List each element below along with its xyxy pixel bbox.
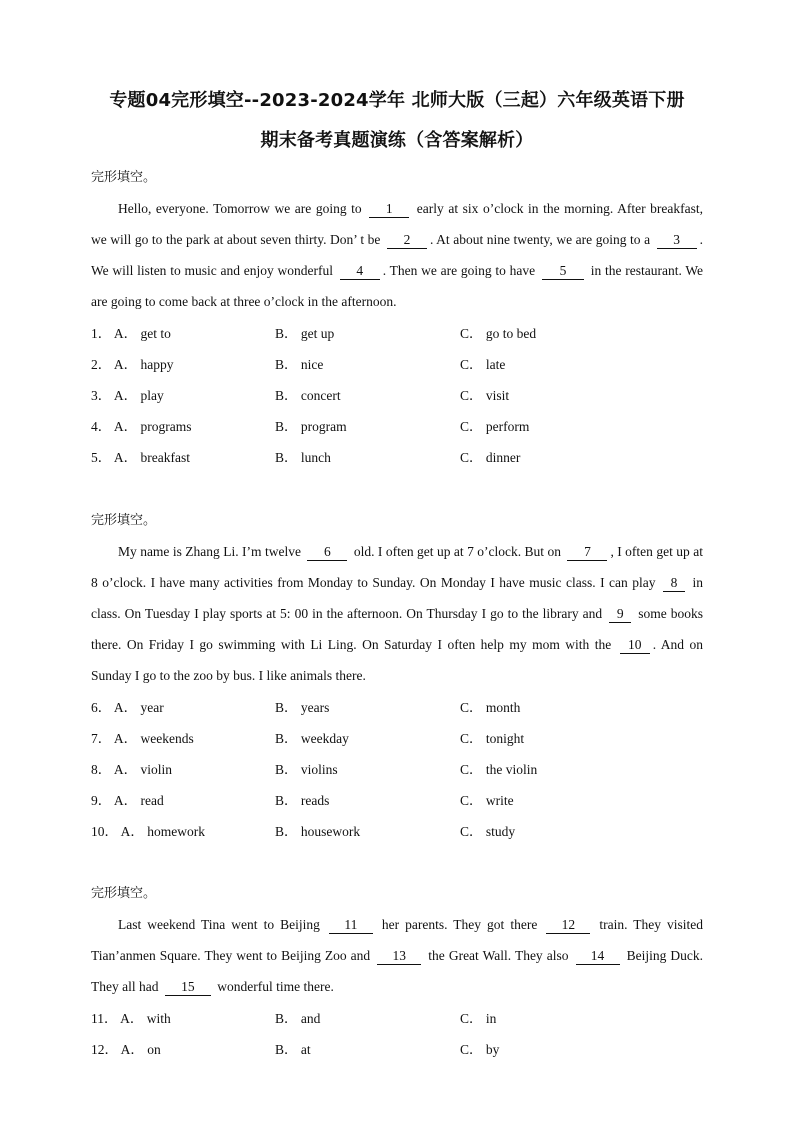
option-b: B． concert <box>275 388 341 403</box>
answer-blank-9: 9 <box>609 606 631 623</box>
answer-blank-2: 2 <box>387 232 427 249</box>
cloze-passage: Hello, everyone. Tomorrow we are going to 1 early at six o’clock in the morning. After breakfast, we will go to the park at about seven thirty. Don’ t be 2 . At about nine twenty, we are going to a 3 . We will listen to music and enjoy wonderful 4 . Then we are going to have 5 in the restaurant. We are going to come back at three o’clock in the afternoon. <box>91 201 703 309</box>
document-title-line-1: 专题04完形填空--2023-2024学年 北师大版（三起）六年级英语下册 <box>109 90 685 111</box>
option-a: 11． A． with <box>91 1011 171 1026</box>
question-options-row <box>91 411 703 442</box>
option-b: B． nice <box>275 357 324 372</box>
answer-blank-1: 1 <box>369 201 409 218</box>
option-a: 3． A． play <box>91 388 164 403</box>
answer-blank-10: 10 <box>620 637 650 654</box>
cloze-passage: Last weekend Tina went to Beijing 11 her parents. They got there 12 train. They visited Tian’anmen Square. They went to Beijing Zoo and 13 the Great Wall. They also 14 Beijing Duck. They all had 15 wonderful time there. <box>91 917 704 994</box>
option-b: B． reads <box>275 793 330 808</box>
option-c: C． by <box>460 1042 500 1057</box>
option-b: B． violins <box>275 762 338 777</box>
answer-blank-6: 6 <box>307 544 347 561</box>
option-a: 5． A． breakfast <box>91 450 190 465</box>
option-c: C． tonight <box>460 731 525 746</box>
option-b: B． housework <box>275 824 361 839</box>
question-options-row <box>91 723 703 754</box>
question-options-row <box>91 442 703 473</box>
option-a: 7． A． weekends <box>91 731 194 746</box>
cloze-passage: My name is Zhang Li. I’m twelve 6 old. I often get up at 7 o’clock. But on 7 , I often get up at 8 o’clock. I have many activities from Monday to Sunday. On Monday I have music class. I can play 8 in class. On Tuesday I play sports at 5: 00 in the afternoon. On Thursday I go to the library and 9 some books there. On Friday I go swimming with Li Ling. On Saturday I often help my mom with the 10 . And on Sunday I go to the zoo by bus. I like animals there. <box>91 544 704 683</box>
option-c: C． late <box>460 357 506 372</box>
answer-blank-14: 14 <box>576 948 620 965</box>
answer-blank-15: 15 <box>165 979 211 996</box>
option-c: C． the violin <box>460 762 538 777</box>
question-options-row <box>91 816 703 847</box>
section-heading: 完形填空。 <box>91 513 157 528</box>
option-c: C． visit <box>460 388 510 403</box>
question-options-row <box>91 785 703 816</box>
cloze-section-1 <box>91 166 703 473</box>
option-b: B． weekday <box>275 731 349 746</box>
option-b: B． get up <box>275 326 335 341</box>
option-c: C． month <box>460 700 521 715</box>
option-a: 12． A． on <box>91 1042 161 1057</box>
answer-blank-8: 8 <box>663 575 685 592</box>
option-a: 1． A． get to <box>91 326 171 341</box>
option-b: B． program <box>275 419 347 434</box>
question-options-row <box>91 318 703 349</box>
question-options-row <box>91 349 703 380</box>
option-a: 4． A． programs <box>91 419 192 434</box>
question-options-row <box>91 754 703 785</box>
option-b: B． and <box>275 1011 321 1026</box>
option-c: C． go to bed <box>460 326 537 341</box>
option-c: C． dinner <box>460 450 521 465</box>
answer-blank-3: 3 <box>657 232 697 249</box>
answer-blank-11: 11 <box>329 917 373 934</box>
cloze-section-2 <box>91 509 703 847</box>
option-a: 10． A． homework <box>91 824 205 839</box>
document-title-line-2: 期末备考真题演练（含答案解析） <box>260 130 534 151</box>
option-c: C． write <box>460 793 514 808</box>
answer-blank-4: 4 <box>340 263 380 280</box>
option-b: B． at <box>275 1042 311 1057</box>
options-list <box>91 692 703 847</box>
answer-blank-13: 13 <box>377 948 421 965</box>
answer-blank-12: 12 <box>546 917 590 934</box>
option-a: 2． A． happy <box>91 357 174 372</box>
section-heading: 完形填空。 <box>91 170 157 185</box>
option-b: B． years <box>275 700 330 715</box>
option-c: C． study <box>460 824 516 839</box>
question-options-row <box>91 380 703 411</box>
question-options-row <box>91 692 703 723</box>
cloze-section-3 <box>91 882 703 1065</box>
options-list <box>91 318 703 473</box>
option-c: C． perform <box>460 419 530 434</box>
option-a: 8． A． violin <box>91 762 173 777</box>
section-heading: 完形填空。 <box>91 886 157 901</box>
options-list <box>91 1003 703 1065</box>
question-options-row <box>91 1034 703 1065</box>
question-options-row <box>91 1003 703 1034</box>
option-b: B． lunch <box>275 450 331 465</box>
option-a: 6． A． year <box>91 700 164 715</box>
answer-blank-5: 5 <box>542 263 584 280</box>
answer-blank-7: 7 <box>567 544 607 561</box>
option-a: 9． A． read <box>91 793 164 808</box>
option-c: C． in <box>460 1011 497 1026</box>
